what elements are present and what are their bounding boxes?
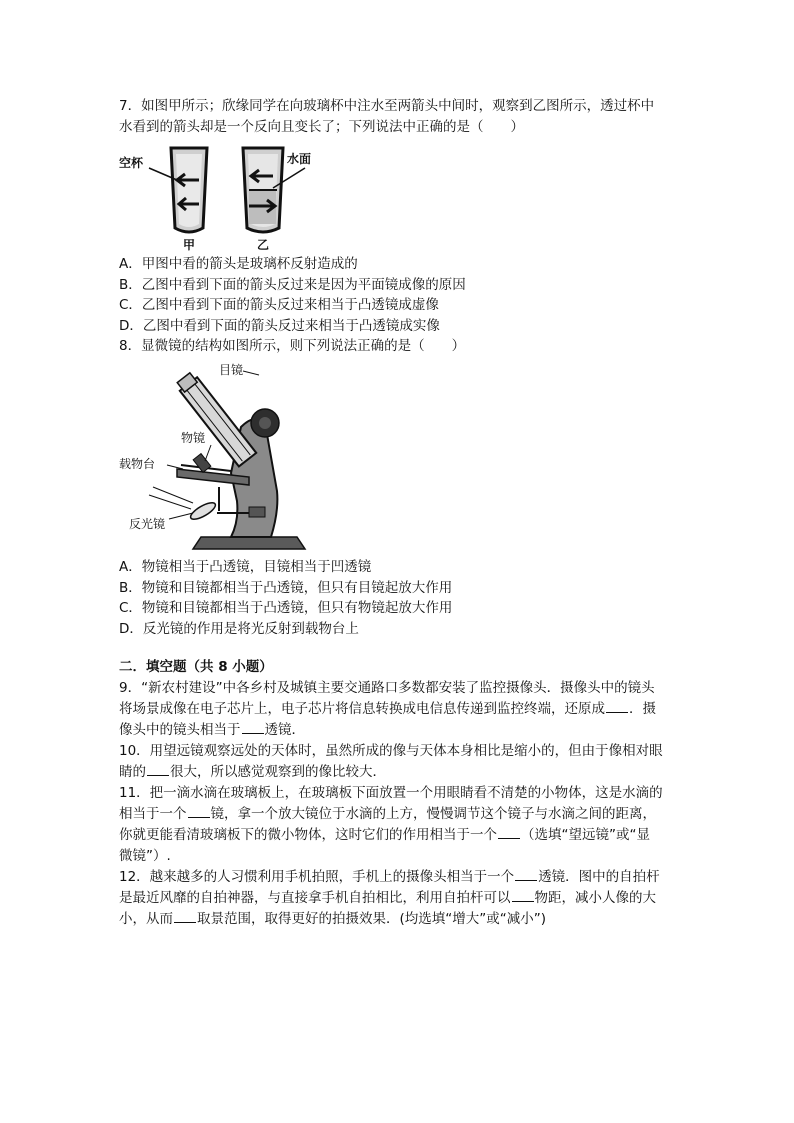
question-8-option-a[interactable]: A．物镜相当于凸透镜，目镜相当于凹透镜 <box>119 559 372 575</box>
question-11-line1: 11．把一滴水滴在玻璃板上，在玻璃板下面放置一个用眼睛看不清楚的小物体，这是水滴的 <box>119 785 663 801</box>
question-12-line2 <box>119 888 679 909</box>
question-12-line1 <box>119 867 679 888</box>
question-7-option-b[interactable]: B．乙图中看到下面的箭头反过来是因为平面镜成像的原因 <box>119 276 466 293</box>
question-7-option-d[interactable]: D．乙图中看到下面的箭头反过来相当于凸透镜成实像 <box>119 317 440 334</box>
question-12-blank-2[interactable] <box>512 888 534 902</box>
cup-jia <box>171 148 207 232</box>
label-eyepiece: 目镜 <box>219 363 244 377</box>
question-8 <box>119 336 679 639</box>
question-10-line2-text: 睛的 <box>119 764 146 780</box>
question-8-figure <box>119 361 399 557</box>
question-11-line2-text: 相当于一个 <box>119 806 187 822</box>
exam-page <box>119 96 679 930</box>
question-12-line1-tail: 透镜．图中的自拍杆 <box>538 869 660 885</box>
question-11-line2-tail: 镜，拿一个放大镜位于水滴的上方，慢慢调节这个镜子与水滴之间的距离， <box>210 806 656 822</box>
question-7-stem-line1: 7．如图甲所示；欣缘同学在向玻璃杯中注水至两箭头中间时，观察到乙图所示，透过杯中 <box>119 98 655 114</box>
label-mirror: 反光镜 <box>129 517 166 531</box>
question-7-option-a[interactable]: A．甲图中看的箭头是玻璃杯反射造成的 <box>119 256 358 272</box>
question-7-figure <box>119 144 319 254</box>
question-11-blank-1[interactable] <box>188 804 210 818</box>
question-10 <box>119 741 679 783</box>
question-10-blank-1[interactable] <box>147 762 169 776</box>
question-9-line2-tail: ．摄 <box>629 701 656 717</box>
label-stage: 载物台 <box>119 457 156 471</box>
question-8-option-c[interactable]: C．物镜和目镜都相当于凸透镜，但只有物镜起放大作用 <box>119 600 453 616</box>
question-10-line2-tail: 很大，所以感觉观察到的像比较大． <box>170 764 386 780</box>
cup-yi <box>243 148 283 232</box>
question-11-line4: 微镜”）. <box>119 848 171 864</box>
question-12 <box>119 867 679 930</box>
question-12-blank-1[interactable] <box>515 867 537 881</box>
question-12-line1-text: 12．越来越多的人习惯利用手机拍照，手机上的摄像头相当于一个 <box>119 869 515 885</box>
question-7-option-c[interactable]: C．乙图中看到下面的箭头反过来相当于凸透镜成虚像 <box>119 297 439 313</box>
question-12-line3-text: 小，从而 <box>119 911 173 927</box>
question-8-option-d[interactable]: D．反光镜的作用是将光反射到载物台上 <box>119 620 359 637</box>
question-9-blank-1[interactable] <box>606 699 628 713</box>
question-9-line2-text: 将场景成像在电子芯片上，电子芯片将信息转换成电信息传递到监控终端，还原成 <box>119 701 605 717</box>
question-8-stem: 8．显微镜的结构如图所示，则下列说法正确的是（ ） <box>119 338 466 354</box>
question-9-line1: 9．“新农村建设”中各乡村及城镇主要交通路口多数都安装了监控摄像头．摄像头中的镜头 <box>119 680 655 696</box>
question-11-line3-text: 你就更能看清玻璃板下的微小物体，这时它们的作用相当于一个 <box>119 827 497 843</box>
question-9-blank-2[interactable] <box>242 720 264 734</box>
label-jia: 甲 <box>183 238 196 252</box>
question-12-line3 <box>119 909 679 930</box>
question-12-line2-tail: 物距，减小人像的大 <box>534 890 656 906</box>
question-10-line2 <box>119 762 679 783</box>
question-9-line2 <box>119 699 679 720</box>
question-7 <box>119 96 679 336</box>
question-12-blank-3[interactable] <box>174 909 196 923</box>
section-title-fill-blank: 二．填空题（共 8 小题） <box>119 659 273 675</box>
question-12-line2-text: 是最近风靡的自拍神器，与直接拿手机自拍相比，利用自拍杆可以 <box>119 890 511 906</box>
question-9-line3-text: 像头中的镜头相当于 <box>119 722 241 738</box>
question-9-line3-tail: 透镜． <box>264 722 305 738</box>
question-8-option-b[interactable]: B．物镜和目镜都相当于凸透镜，但只有目镜起放大作用 <box>119 579 453 596</box>
question-11-line3 <box>119 825 679 846</box>
question-12-line3-tail: 取景范围，取得更好的拍摄效果．(均选填“增大”或“减小”) <box>197 911 547 927</box>
question-7-stem-line2: 水看到的箭头却是一个反向且变长了；下列说法中正确的是（ ） <box>119 119 524 135</box>
label-yi: 乙 <box>257 238 270 252</box>
label-objective: 物镜 <box>181 431 206 445</box>
question-11 <box>119 783 679 867</box>
question-9 <box>119 678 679 741</box>
question-10-line1: 10．用望远镜观察远处的天体时，虽然所成的像与天体本身相比是缩小的，但由于像相对眼 <box>119 743 663 759</box>
question-11-blank-2[interactable] <box>498 825 520 839</box>
question-11-line3-tail: （选填“望远镜”或“显 <box>521 827 650 843</box>
label-water-surface: 水面 <box>287 152 312 166</box>
label-empty-cup: 空杯 <box>119 156 144 170</box>
question-11-line2 <box>119 804 679 825</box>
question-9-line3 <box>119 720 679 741</box>
